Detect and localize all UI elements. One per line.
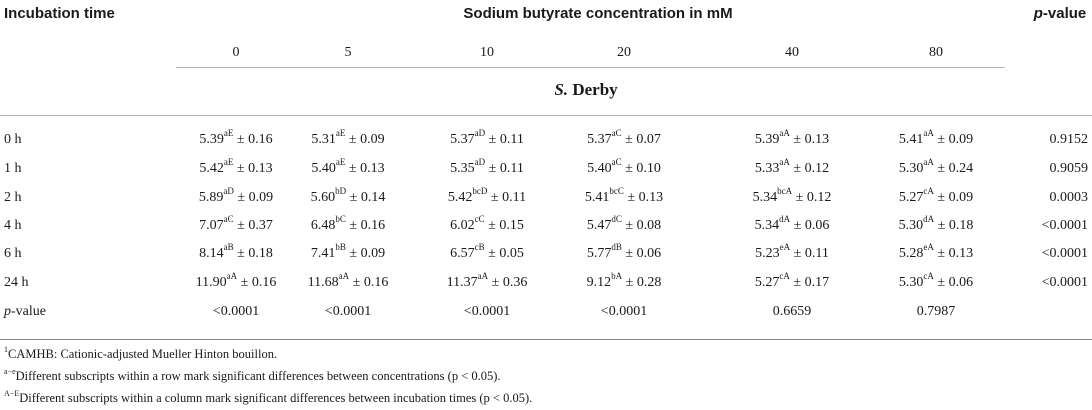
row-pvalue: 0.9152 [1049, 132, 1088, 147]
table-cell: $5.30^{cA} \pm 0.06$ [898, 271, 974, 290]
row-time-label: 2 h [4, 190, 22, 205]
concentration-0-header: 0 [232, 45, 240, 60]
table-cell: $11.90^{aA} \pm 0.16$ [195, 271, 277, 290]
column-pvalue: 0.7987 [916, 304, 956, 319]
table-cell: $5.35^{aD} \pm 0.11$ [450, 157, 524, 176]
table-cell: $5.39^{aA} \pm 0.13$ [754, 128, 830, 147]
table-cell: $5.47^{dC} \pm 0.08$ [586, 214, 662, 233]
column-pvalue: <0.0001 [212, 304, 260, 319]
table-cell: $5.30^{dA} \pm 0.18$ [898, 214, 974, 233]
table-cell: $5.33^{aA} \pm 0.12$ [754, 157, 830, 176]
row-pvalue: <0.0001 [1041, 275, 1088, 290]
row-time-label: 24 h [4, 275, 29, 290]
incubation-time-header: Incubation time [4, 5, 115, 22]
table-cell: $5.34^{bcA} \pm 0.12$ [752, 186, 832, 205]
table-cell: $5.89^{aD} \pm 0.09$ [198, 186, 274, 205]
column-pvalue: <0.0001 [463, 304, 511, 319]
table-cell: $11.37^{aA} \pm 0.36$ [446, 271, 528, 290]
row-time-label: 6 h [4, 246, 22, 261]
column-pvalue: 0.6659 [772, 304, 812, 319]
footnote-1: $^1$CAMHB: Cationic-adjusted Mueller Hinton bouillon. [4, 344, 278, 361]
column-pvalue: <0.0001 [600, 304, 648, 319]
concentration-10-header: 10 [480, 45, 494, 60]
table-cell: $5.42^{bcD} \pm 0.11$ [447, 186, 527, 205]
row-pvalue: 0.9059 [1049, 161, 1088, 176]
table-cell: $5.30^{aA} \pm 0.24$ [898, 157, 974, 176]
table-cell: $11.68^{aA} \pm 0.16$ [307, 271, 389, 290]
pvalue-row-label: p-value [4, 304, 46, 319]
concentration-group-header: Sodium butyrate concentration in mM [463, 5, 733, 22]
column-pvalue: <0.0001 [324, 304, 372, 319]
pvalue-column-header: p-value [1033, 5, 1087, 22]
table-cell: $5.39^{aE} \pm 0.16$ [199, 128, 273, 147]
row-time-label: 4 h [4, 218, 22, 233]
table-bottom-rule [0, 339, 1092, 340]
table-cell: $7.07^{aC} \pm 0.37$ [199, 214, 273, 233]
row-pvalue: 0.0003 [1049, 190, 1088, 205]
row-time-label: 1 h [4, 161, 22, 176]
table-cell: $7.41^{bB} \pm 0.09$ [310, 242, 386, 261]
table-cell: $5.27^{cA} \pm 0.17$ [754, 271, 830, 290]
table-cell: $5.31^{aE} \pm 0.09$ [311, 128, 385, 147]
section-title: S. Derby [554, 80, 618, 99]
table-cell: $5.42^{aE} \pm 0.13$ [199, 157, 273, 176]
concentration-40-header: 40 [785, 45, 799, 60]
concentration-80-header: 80 [929, 45, 943, 60]
subheader-rule [176, 67, 1005, 68]
table-cell: $5.28^{eA} \pm 0.13$ [898, 242, 974, 261]
table-cell: $5.23^{eA} \pm 0.11$ [755, 242, 829, 261]
table-cell: $5.37^{aD} \pm 0.11$ [450, 128, 524, 147]
table-cell: $6.57^{cB} \pm 0.05$ [450, 242, 524, 261]
table-cell: $9.12^{bA} \pm 0.28$ [586, 271, 662, 290]
table-cell: $5.41^{aA} \pm 0.09$ [898, 128, 974, 147]
concentration-20-header: 20 [617, 45, 631, 60]
table-cell: $8.14^{aB} \pm 0.18$ [199, 242, 273, 261]
table-cell: $5.27^{cA} \pm 0.09$ [898, 186, 974, 205]
footnote-2: $^{a-e}$Different subscripts within a row mark significant differences between concentrations (p < 0.05). [4, 366, 501, 383]
concentration-5-header: 5 [344, 45, 352, 60]
table-cell: $5.34^{dA} \pm 0.06$ [754, 214, 830, 233]
row-pvalue: <0.0001 [1041, 246, 1088, 261]
table-cell: $6.02^{cC} \pm 0.15$ [450, 214, 524, 233]
table-cell: $5.41^{bcC} \pm 0.13$ [584, 186, 664, 205]
table-cell: $5.40^{aC} \pm 0.10$ [587, 157, 661, 176]
table-cell: $5.77^{dB} \pm 0.06$ [586, 242, 662, 261]
table-cell: $5.60^{bD} \pm 0.14$ [310, 186, 386, 205]
table-cell: $6.48^{bC} \pm 0.16$ [310, 214, 386, 233]
footnote-3: $^{A-E}$Different subscripts within a column mark significant differences between incubation times (p < 0.05). [4, 388, 533, 405]
table-cell: $5.37^{aC} \pm 0.07$ [587, 128, 661, 147]
row-time-label: 0 h [4, 132, 22, 147]
row-pvalue: <0.0001 [1041, 218, 1088, 233]
table-cell: $5.40^{aE} \pm 0.13$ [311, 157, 385, 176]
section-rule [0, 115, 1092, 116]
